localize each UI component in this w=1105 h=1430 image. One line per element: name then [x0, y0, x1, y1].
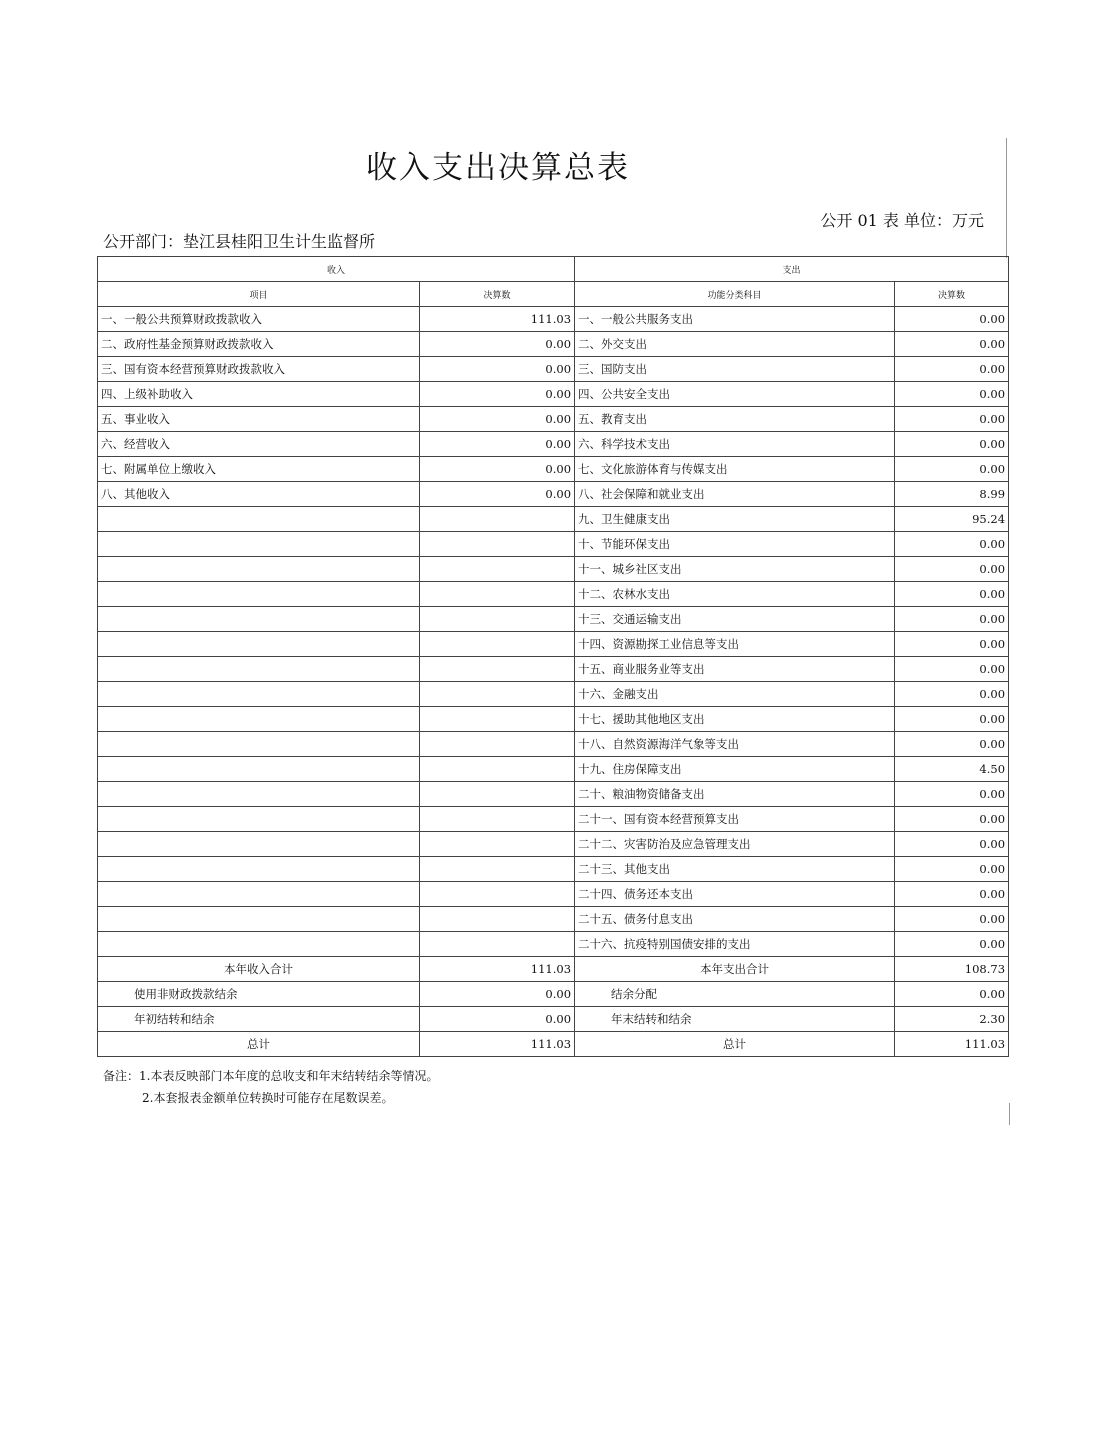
income-value	[420, 757, 575, 782]
begin-value: 0.00	[420, 1007, 575, 1032]
table-row	[98, 382, 1009, 407]
income-item	[98, 907, 420, 932]
expense-value: 0.00	[895, 432, 1009, 457]
income-value	[420, 507, 575, 532]
end-value: 2.30	[895, 1007, 1009, 1032]
income-item	[98, 557, 420, 582]
margin-line	[1006, 138, 1007, 258]
income-value: 0.00	[420, 482, 575, 507]
expense-value: 0.00	[895, 832, 1009, 857]
income-item	[98, 882, 420, 907]
table-row	[98, 432, 1009, 457]
income-value	[420, 932, 575, 957]
expense-value: 0.00	[895, 332, 1009, 357]
expense-item: 十四、资源勘探工业信息等支出	[575, 632, 895, 657]
table-row	[98, 632, 1009, 657]
table-row	[98, 1032, 1009, 1057]
expense-item: 十三、交通运输支出	[575, 607, 895, 632]
expense-item: 十、节能环保支出	[575, 532, 895, 557]
income-value	[420, 857, 575, 882]
department-label: 公开部门：垫江县桂阳卫生计生监督所	[103, 232, 376, 251]
table-row	[98, 607, 1009, 632]
income-item	[98, 807, 420, 832]
income-value	[420, 582, 575, 607]
expense-item: 十五、商业服务业等支出	[575, 657, 895, 682]
table-row	[98, 807, 1009, 832]
expense-value: 0.00	[895, 907, 1009, 932]
income-value	[420, 632, 575, 657]
income-value	[420, 657, 575, 682]
income-value	[420, 732, 575, 757]
expense-item: 二十五、债务付息支出	[575, 907, 895, 932]
income-item	[98, 707, 420, 732]
surplus-label: 结余分配	[575, 982, 895, 1007]
income-item	[98, 782, 420, 807]
end-label: 年末结转和结余	[575, 1007, 895, 1032]
expense-item: 二十六、抗疫特别国债安排的支出	[575, 932, 895, 957]
income-value: 0.00	[420, 407, 575, 432]
expense-value: 0.00	[895, 582, 1009, 607]
table-unit: 公开 01 表 单位：万元	[820, 211, 984, 230]
header-amount: 决算数	[895, 282, 1009, 307]
income-item	[98, 582, 420, 607]
table-row	[98, 557, 1009, 582]
table-row	[98, 482, 1009, 507]
table-row	[98, 957, 1009, 982]
income-value	[420, 882, 575, 907]
header-amount: 决算数	[420, 282, 575, 307]
table-row	[98, 457, 1009, 482]
income-value: 0.00	[420, 432, 575, 457]
expense-item: 十二、农林水支出	[575, 582, 895, 607]
income-item	[98, 532, 420, 557]
expense-value: 0.00	[895, 857, 1009, 882]
expense-value: 0.00	[895, 782, 1009, 807]
income-value: 111.03	[420, 307, 575, 332]
expense-item: 九、卫生健康支出	[575, 507, 895, 532]
income-item: 四、上级补助收入	[98, 382, 420, 407]
income-item	[98, 857, 420, 882]
income-value	[420, 807, 575, 832]
income-item	[98, 507, 420, 532]
expense-value: 8.99	[895, 482, 1009, 507]
income-item: 八、其他收入	[98, 482, 420, 507]
expense-value: 0.00	[895, 382, 1009, 407]
expense-item: 四、公共安全支出	[575, 382, 895, 407]
income-value	[420, 532, 575, 557]
table-row	[98, 782, 1009, 807]
income-value	[420, 832, 575, 857]
expense-item: 二十、粮油物资储备支出	[575, 782, 895, 807]
income-item: 三、国有资本经营预算财政拨款收入	[98, 357, 420, 382]
expense-value: 0.00	[895, 307, 1009, 332]
income-item: 二、政府性基金预算财政拨款收入	[98, 332, 420, 357]
expense-item: 七、文化旅游体育与传媒支出	[575, 457, 895, 482]
expense-value: 0.00	[895, 357, 1009, 382]
expense-item: 二、外交支出	[575, 332, 895, 357]
expense-item: 十八、自然资源海洋气象等支出	[575, 732, 895, 757]
header-expense: 支出	[575, 257, 1009, 282]
income-value	[420, 682, 575, 707]
expense-item: 八、社会保障和就业支出	[575, 482, 895, 507]
income-item: 五、事业收入	[98, 407, 420, 432]
expense-value: 4.50	[895, 757, 1009, 782]
income-item	[98, 607, 420, 632]
income-value	[420, 907, 575, 932]
income-total-label: 本年收入合计	[98, 957, 420, 982]
grand-total-expense: 111.03	[895, 1032, 1009, 1057]
income-item	[98, 757, 420, 782]
expense-item: 二十二、灾害防治及应急管理支出	[575, 832, 895, 857]
expense-item: 二十四、债务还本支出	[575, 882, 895, 907]
budget-table	[97, 256, 1009, 1057]
expense-item: 三、国防支出	[575, 357, 895, 382]
expense-value: 0.00	[895, 882, 1009, 907]
nonfiscal-value: 0.00	[420, 982, 575, 1007]
expense-item: 十一、城乡社区支出	[575, 557, 895, 582]
table-row	[98, 407, 1009, 432]
expense-item: 一、一般公共服务支出	[575, 307, 895, 332]
expense-value: 0.00	[895, 457, 1009, 482]
table-row	[98, 532, 1009, 557]
income-value: 0.00	[420, 457, 575, 482]
expense-value: 0.00	[895, 657, 1009, 682]
expense-item: 六、科学技术支出	[575, 432, 895, 457]
expense-value: 0.00	[895, 532, 1009, 557]
notes	[103, 1065, 438, 1109]
grand-total-income: 111.03	[420, 1032, 575, 1057]
income-item: 一、一般公共预算财政拨款收入	[98, 307, 420, 332]
expense-value: 0.00	[895, 807, 1009, 832]
table-row	[98, 907, 1009, 932]
income-value	[420, 707, 575, 732]
table-row	[98, 732, 1009, 757]
income-item	[98, 632, 420, 657]
expense-value: 0.00	[895, 932, 1009, 957]
income-item: 七、附属单位上缴收入	[98, 457, 420, 482]
expense-item: 五、教育支出	[575, 407, 895, 432]
margin-line	[1009, 1103, 1010, 1125]
expense-item: 二十一、国有资本经营预算支出	[575, 807, 895, 832]
table-row	[98, 357, 1009, 382]
table-row	[98, 707, 1009, 732]
income-value: 0.00	[420, 357, 575, 382]
income-value	[420, 557, 575, 582]
income-value: 0.00	[420, 382, 575, 407]
table-row	[98, 857, 1009, 882]
income-item	[98, 832, 420, 857]
expense-item: 十九、住房保障支出	[575, 757, 895, 782]
expense-item: 十七、援助其他地区支出	[575, 707, 895, 732]
note-line: 备注：1.本表反映部门本年度的总收支和年末结转结余等情况。	[103, 1069, 439, 1083]
income-value	[420, 782, 575, 807]
grand-total-label: 总计	[575, 1032, 895, 1057]
expense-value: 0.00	[895, 732, 1009, 757]
income-item: 六、经营收入	[98, 432, 420, 457]
table-row	[98, 657, 1009, 682]
grand-total-label: 总计	[98, 1032, 420, 1057]
table-row	[98, 882, 1009, 907]
table-row	[98, 757, 1009, 782]
table-row	[98, 582, 1009, 607]
header-category: 功能分类科目	[575, 282, 895, 307]
expense-item: 二十三、其他支出	[575, 857, 895, 882]
page-title: 收入支出决算总表	[366, 150, 630, 186]
table-row	[98, 307, 1009, 332]
income-item	[98, 932, 420, 957]
table-row	[98, 507, 1009, 532]
table-row	[98, 932, 1009, 957]
table-row	[98, 832, 1009, 857]
expense-total-value: 108.73	[895, 957, 1009, 982]
table-row	[98, 332, 1009, 357]
income-value: 0.00	[420, 332, 575, 357]
table-row	[98, 1007, 1009, 1032]
expense-value: 0.00	[895, 632, 1009, 657]
header-income: 收入	[98, 257, 575, 282]
income-item	[98, 732, 420, 757]
expense-value: 95.24	[895, 507, 1009, 532]
expense-value: 0.00	[895, 557, 1009, 582]
table-row	[98, 682, 1009, 707]
header-item: 项目	[98, 282, 420, 307]
income-item	[98, 682, 420, 707]
note-line: 2.本套报表金额单位转换时可能存在尾数误差。	[142, 1091, 394, 1105]
expense-value: 0.00	[895, 682, 1009, 707]
expense-value: 0.00	[895, 707, 1009, 732]
surplus-value: 0.00	[895, 982, 1009, 1007]
expense-value: 0.00	[895, 407, 1009, 432]
expense-total-label: 本年支出合计	[575, 957, 895, 982]
expense-value: 0.00	[895, 607, 1009, 632]
table-row	[98, 982, 1009, 1007]
expense-item: 十六、金融支出	[575, 682, 895, 707]
nonfiscal-label: 使用非财政拨款结余	[98, 982, 420, 1007]
income-value	[420, 607, 575, 632]
income-item	[98, 657, 420, 682]
income-total-value: 111.03	[420, 957, 575, 982]
begin-label: 年初结转和结余	[98, 1007, 420, 1032]
